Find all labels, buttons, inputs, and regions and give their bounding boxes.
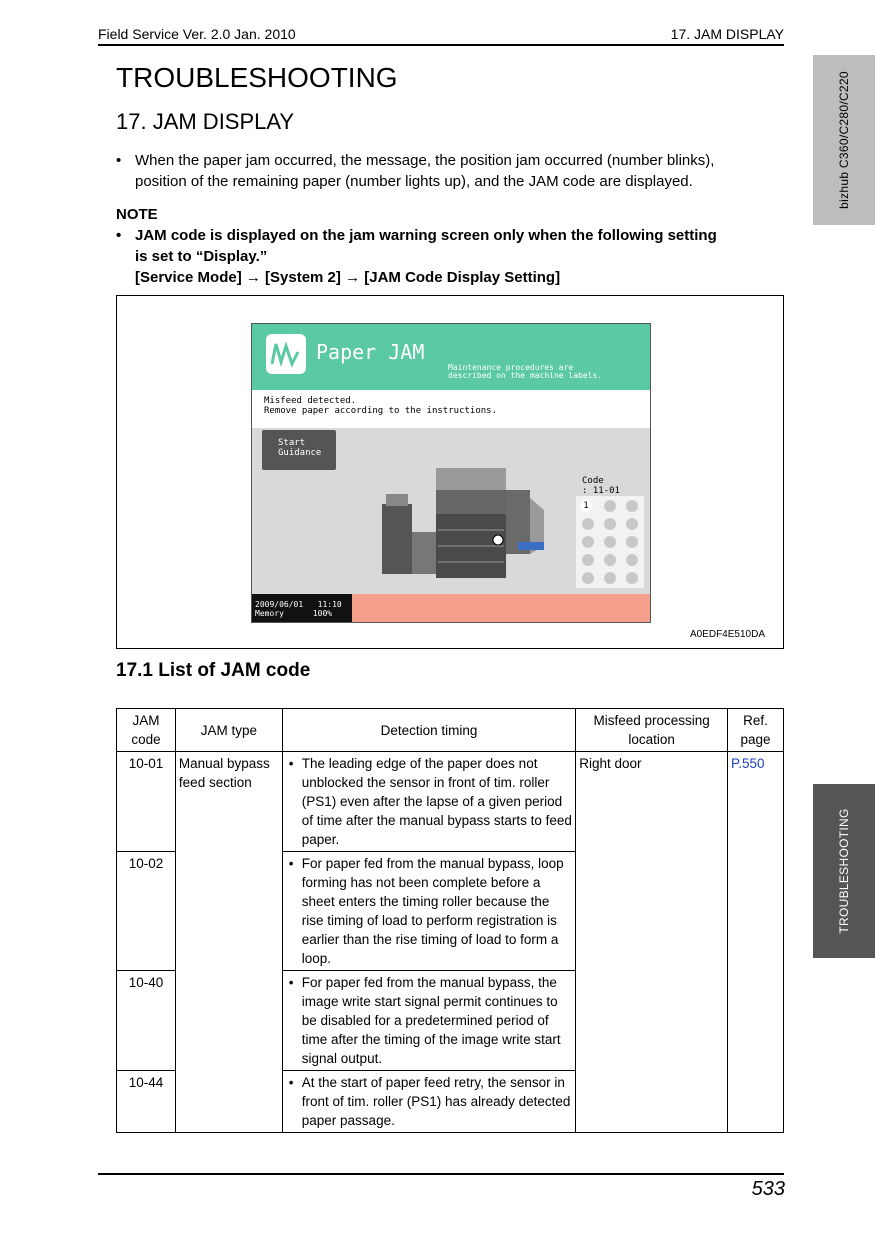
start-guidance-button[interactable]: [262, 430, 336, 470]
detection-timing-text: • At the start of paper feed retry, the sensor in front of tim. roller (PS1) has already detected paper passage.: [286, 1073, 572, 1130]
keypad-dot: [626, 554, 638, 566]
header-jam-type: JAM type: [175, 709, 282, 752]
jam-code-table: [116, 708, 784, 1133]
intro-line-1: When the paper jam occurred, the message, the position jam occurred (number blinks),: [135, 152, 715, 169]
detection-timing-text: • For paper fed from the manual bypass, loop forming has not been complete before a sheet enters the timing roller because the rise timing of load to perform registration is earlier than the rise timing of load to form a loop.: [286, 854, 572, 968]
keypad-dot: [626, 536, 638, 548]
keypad-dot: [604, 572, 616, 584]
screen-header-note-1: Maintenance procedures are: [448, 363, 574, 372]
keypad-dot: [604, 554, 616, 566]
jam-code-readout: [582, 476, 620, 496]
detection-timing-cell: [282, 852, 575, 971]
ref-page-cell: [728, 752, 784, 1133]
keypad-dot: [582, 554, 594, 566]
position-marker: 1: [580, 500, 592, 512]
header-processing-location: Misfeed processing location: [576, 709, 728, 752]
jam-code-cell: 10-02: [117, 852, 176, 971]
side-tab-section: [813, 784, 875, 958]
status-memory-label: Memory: [255, 609, 284, 618]
header-jam-code: JAM code: [117, 709, 176, 752]
subsection-title: 17.1 List of JAM code: [116, 660, 311, 681]
jam-code-cell: 10-44: [117, 1071, 176, 1133]
jam-code-value: : 11-01: [582, 486, 620, 496]
screen-message: [252, 390, 650, 428]
detection-timing-cell: [282, 971, 575, 1071]
table-row: [117, 752, 784, 852]
side-tab-model: [813, 55, 875, 225]
jam-code-label: Code: [582, 476, 604, 486]
start-guidance-label-1: Start: [278, 438, 306, 448]
table-header-row: [117, 709, 784, 752]
note-path: [Service Mode] → [System 2] → [JAM Code Display Setting]: [135, 269, 561, 286]
note-bullet-mark: •: [116, 227, 122, 244]
screen-title: Paper JAM: [316, 340, 425, 364]
note-line-1: JAM code is displayed on the jam warning screen only when the following setting: [135, 227, 717, 244]
screen-header-note: [448, 364, 602, 380]
position-keypad: [576, 496, 644, 588]
screen-header-note-2: described on the machine labels.: [448, 371, 603, 380]
keypad-dot: [626, 518, 638, 530]
screen-message-2: Remove paper according to the instructions.: [264, 406, 497, 416]
detection-timing-cell: [282, 1071, 575, 1133]
keypad-dot: [604, 518, 616, 530]
header-ref-page: Ref. page: [728, 709, 784, 752]
status-date: 2009/06/01: [255, 600, 304, 609]
jam-code-cell: 10-01: [117, 752, 176, 852]
screen-footer: [252, 594, 650, 622]
screen-message-1: Misfeed detected.: [264, 396, 357, 406]
side-tab-model-label: bizhub C360/C280/C220: [837, 71, 851, 209]
paper-jam-icon: [266, 334, 306, 374]
machine-illustration: [372, 454, 562, 589]
side-tab-section-label: TROUBLESHOOTING: [837, 808, 851, 934]
note-text: [135, 225, 795, 288]
intro-text: [135, 150, 795, 192]
status-bar: [252, 594, 352, 622]
keypad-dot: [604, 500, 616, 512]
running-header-right: 17. JAM DISPLAY: [670, 26, 784, 42]
keypad-dot: [582, 536, 594, 548]
jam-screen: [251, 323, 651, 623]
intro-line-2: position of the remaining paper (number lights up), and the JAM code are displayed.: [135, 173, 693, 190]
detection-timing-text: • For paper fed from the manual bypass, the image write start signal permit continues to be disabled for a predetermined period of time after the timing of the image write start signal output.: [286, 973, 572, 1068]
processing-location-cell: Right door: [576, 752, 728, 1133]
figure-id: A0EDF4E510DA: [689, 629, 765, 640]
footer-rule: [98, 1173, 784, 1175]
intro-bullet-mark: •: [116, 152, 122, 169]
status-memory-value: 100%: [312, 609, 333, 618]
status-time: 11:10: [317, 600, 342, 609]
keypad-dot: [582, 572, 594, 584]
jam-code-cell: 10-40: [117, 971, 176, 1071]
start-guidance-label-2: Guidance: [278, 448, 322, 458]
header-detection-timing: Detection timing: [282, 709, 575, 752]
keypad-dot: [626, 572, 638, 584]
note-line-2: is set to “Display.”: [135, 248, 268, 265]
detection-timing-text: • The leading edge of the paper does not unblocked the sensor in front of tim. roller (PS1) even after the lapse of a given period of time after the manual bypass starts to feed paper.: [286, 754, 572, 849]
page-number: 533: [751, 1178, 785, 1200]
ref-page-link[interactable]: P.550: [731, 756, 765, 771]
screen-header: [252, 324, 650, 390]
jam-type-cell: Manual bypass feed section: [175, 752, 282, 1133]
header-rule: [98, 44, 784, 46]
keypad-dot: [582, 518, 594, 530]
figure-frame: [116, 295, 784, 649]
keypad-dot: [626, 500, 638, 512]
page-title: TROUBLESHOOTING: [116, 62, 398, 93]
note-label: NOTE: [116, 206, 158, 223]
keypad-dot: [604, 536, 616, 548]
section-title: 17. JAM DISPLAY: [116, 109, 295, 134]
detection-timing-cell: [282, 752, 575, 852]
running-header-left: Field Service Ver. 2.0 Jan. 2010: [98, 26, 296, 42]
